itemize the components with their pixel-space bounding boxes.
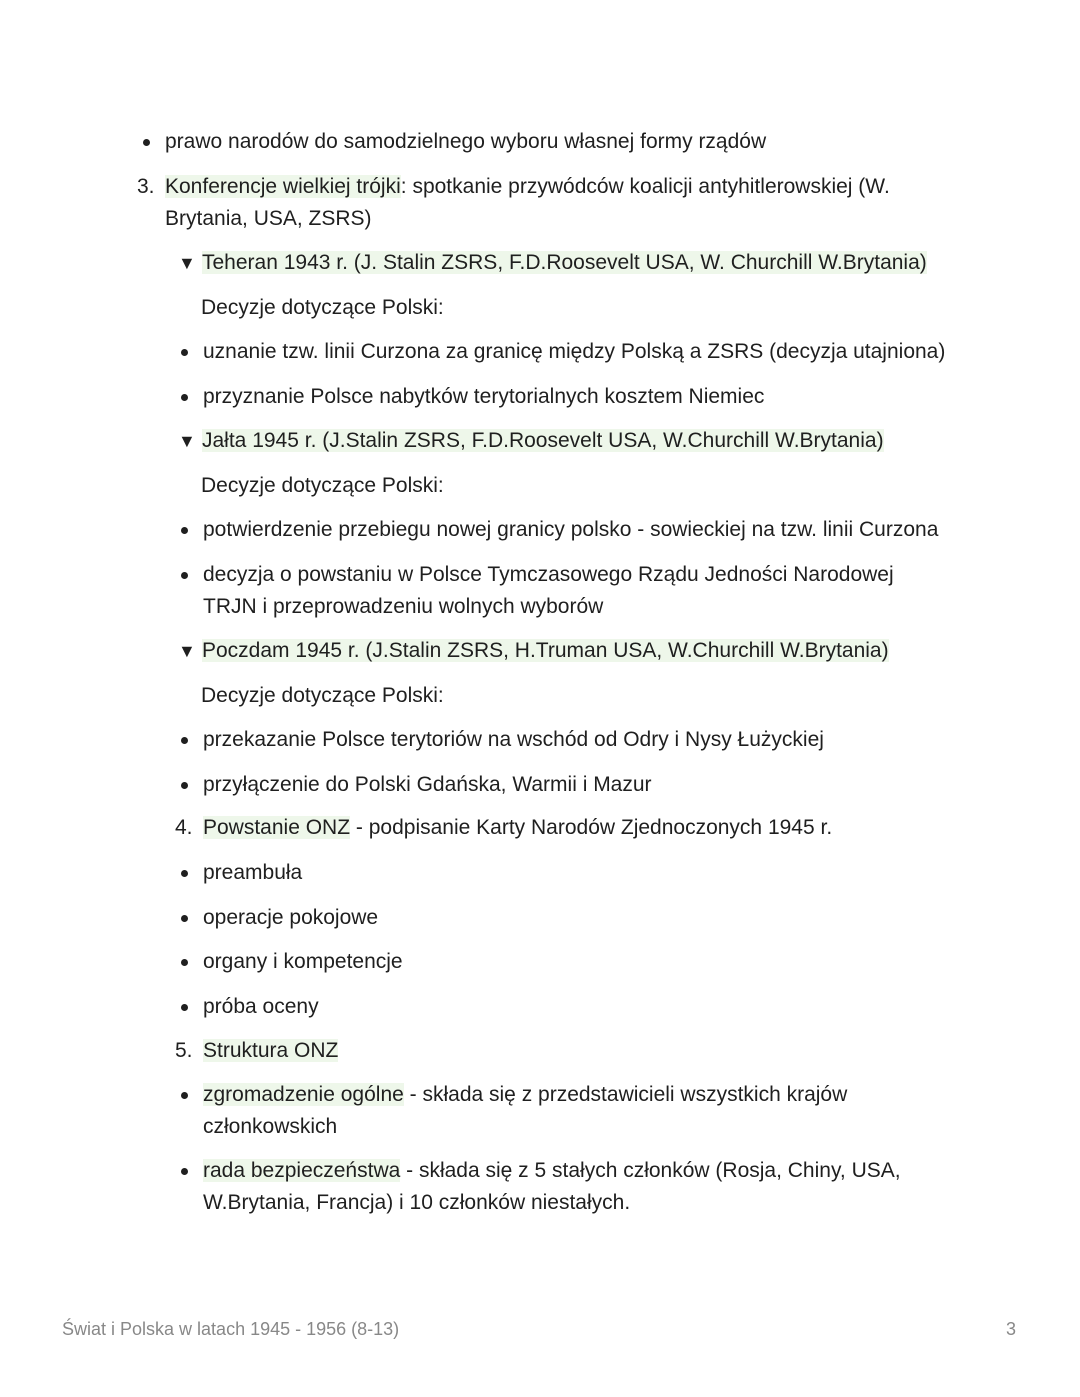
triangle-down-icon: ▼ [178, 253, 196, 273]
list-item-cont: W.Brytania, Francja) i 10 członków niestałych. [203, 1191, 631, 1214]
section-poczdam: ▼ Poczdam 1945 r. (J.Stalin ZSRS, H.Truman USA, W.Churchill W.Brytania) [178, 635, 889, 667]
list-item: przyznanie Polsce nabytków terytorialnych kosztem Niemiec [203, 381, 764, 413]
numbered-item-3-cont: Brytania, USA, ZSRS) [165, 207, 372, 230]
list-item: potwierdzenie przebiegu nowej granicy polsko - sowieckiej na tzw. linii Curzona [203, 514, 938, 546]
list-item: uznanie tzw. linii Curzona za granicę między Polską a ZSRS (decyzja utajniona) [203, 336, 945, 368]
numbered-item-3: 3. Konferencje wielkiej trójki: spotkanie przywódców koalicji antyhitlerowskiej (W. [137, 175, 890, 198]
list-item: organy i kompetencje [203, 946, 403, 978]
list-item-cont: członkowskich [203, 1115, 338, 1138]
list-item: przyłączenie do Polski Gdańska, Warmii i Mazur [203, 769, 652, 801]
list-item: operacje pokojowe [203, 902, 378, 934]
decision-heading: Decyzje dotyczące Polski: [201, 296, 444, 319]
list-item-cont: TRJN i przeprowadzeniu wolnych wyborów [203, 595, 604, 618]
triangle-down-icon: ▼ [178, 641, 196, 661]
numbered-item-5: 5. Struktura ONZ [175, 1039, 339, 1062]
highlight: Konferencje wielkiej trójki [165, 175, 401, 198]
list-item: zgromadzenie ogólne - składa się z przedstawicieli wszystkich krajów [203, 1079, 847, 1111]
decision-heading: Decyzje dotyczące Polski: [201, 474, 444, 497]
section-jalta: ▼ Jałta 1945 r. (J.Stalin ZSRS, F.D.Roosevelt USA, W.Churchill W.Brytania) [178, 425, 884, 457]
section-teheran: ▼ Teheran 1943 r. (J. Stalin ZSRS, F.D.Roosevelt USA, W. Churchill W.Brytania) [178, 247, 927, 279]
highlight: Struktura ONZ [203, 1039, 339, 1062]
list-item: preambuła [203, 857, 302, 889]
list-item: rada bezpieczeństwa - składa się z 5 stałych członków (Rosja, Chiny, USA, [203, 1155, 901, 1187]
decision-heading: Decyzje dotyczące Polski: [201, 684, 444, 707]
list-item: próba oceny [203, 991, 319, 1023]
list-item: przekazanie Polsce terytoriów na wschód od Odry i Nysy Łużyckiej [203, 724, 824, 756]
highlight: Powstanie ONZ [203, 816, 351, 839]
list-item: decyzja o powstaniu w Polsce Tymczasowego Rządu Jedności Narodowej [203, 559, 894, 591]
triangle-down-icon: ▼ [178, 431, 196, 451]
numbered-item-4: 4. Powstanie ONZ - podpisanie Karty Narodów Zjednoczonych 1945 r. [175, 816, 833, 839]
list-item: prawo narodów do samodzielnego wyboru własnej formy rządów [165, 126, 766, 158]
page-number: 3 [1006, 1319, 1017, 1339]
footer-title: Świat i Polska w latach 1945 - 1956 (8-13) [62, 1319, 400, 1339]
